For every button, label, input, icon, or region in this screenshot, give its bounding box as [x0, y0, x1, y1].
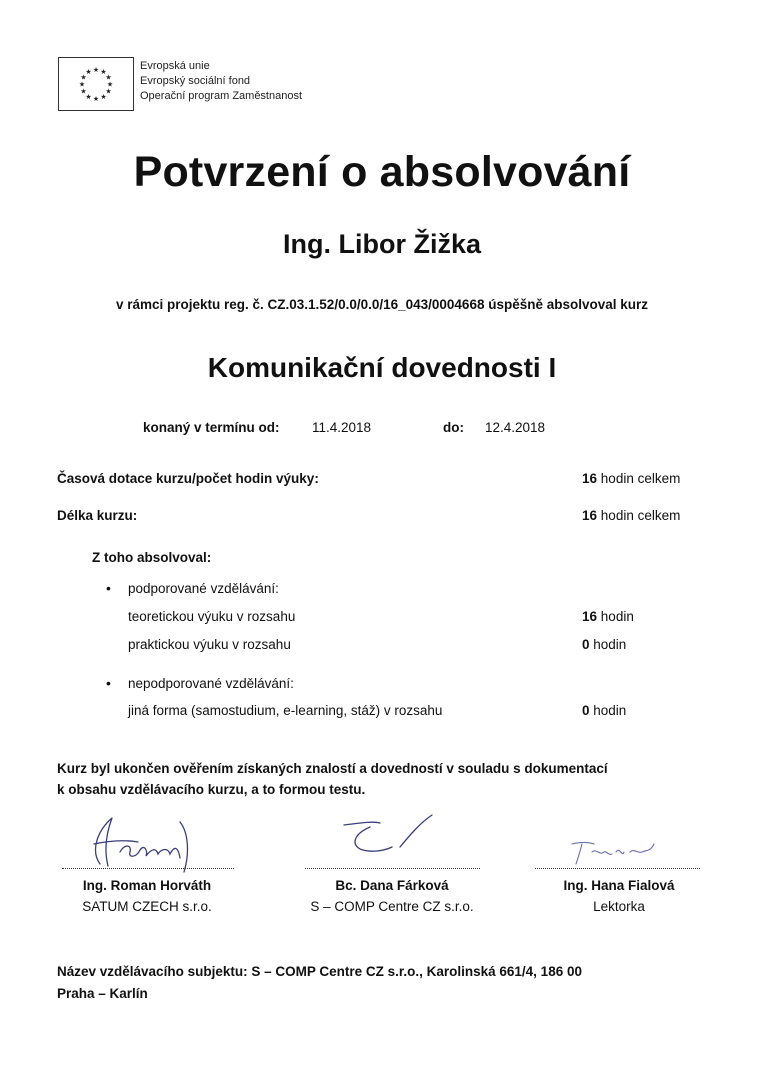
eu-line-3: Operační program Zaměstnanost: [140, 90, 303, 102]
recipient-name: Ing. Libor Žižka: [282, 229, 481, 259]
project-line: v rámci projektu reg. č. CZ.03.1.52/0.0/0.0/16_043/0004668 úspěšně absolvoval kurz: [115, 297, 649, 312]
signature-fialova: [560, 830, 670, 870]
signatory-3-org: Lektorka: [593, 899, 645, 914]
practice-unit: hodin: [593, 637, 627, 652]
svg-text:★: ★: [80, 73, 87, 82]
unsupported-label: nepodporované vzdělávání:: [128, 676, 294, 691]
svg-text:★: ★: [92, 66, 100, 74]
term-from-label: konaný v termínu od:: [143, 420, 280, 435]
course-length-value: [582, 508, 680, 523]
term-from-value: 11.4.2018: [312, 420, 372, 435]
practice-num: 0: [582, 637, 590, 652]
other-form-num: 0: [582, 703, 590, 718]
completion-line-1: Kurz byl ukončen ověřením získaných znalostí a dovedností v souladu s dokumentací: [57, 761, 608, 776]
eu-flag-logo: [58, 57, 134, 111]
hours-total-label: Časová dotace kurzu/počet hodin výuky:: [57, 471, 319, 486]
signatory-3-name: Ing. Hana Fialová: [563, 878, 675, 893]
bullet-icon: •: [106, 675, 111, 691]
signature-horvath: [60, 800, 230, 875]
course-length-unit: hodin celkem: [600, 508, 681, 523]
signature-line-2: [305, 868, 480, 869]
completion-line-2: k obsahu vzdělávacího kurzu, a to formou testu.: [57, 782, 366, 797]
other-form-unit: hodin: [593, 703, 627, 718]
hours-total-value: [582, 471, 680, 486]
practice-label: praktickou výuku v rozsahu: [128, 637, 291, 652]
footer-line-2: Praha – Karlín: [57, 986, 148, 1001]
theory-label: teoretickou výuku v rozsahu: [128, 609, 296, 624]
signatory-1-org: SATUM CZECH s.r.o.: [82, 899, 212, 914]
signatory-2-org: S – COMP Centre CZ s.r.o.: [310, 899, 474, 914]
theory-value: [582, 609, 634, 624]
svg-text:★: ★: [78, 80, 86, 89]
theory-unit: hodin: [600, 609, 634, 624]
bullet-icon: •: [106, 580, 111, 596]
svg-text:★: ★: [92, 95, 100, 103]
hours-total-unit: hodin celkem: [600, 471, 681, 486]
signature-farkova: [330, 805, 450, 865]
course-name: Komunikační dovednosti I: [207, 352, 557, 383]
svg-text:★: ★: [80, 87, 87, 96]
footer-line-1: Název vzdělávacího subjektu: S – COMP Centre CZ s.r.o., Karolinská 661/4, 186 00: [57, 964, 582, 979]
eu-line-1: Evropská unie: [140, 60, 210, 72]
theory-num: 16: [582, 609, 598, 624]
breakdown-heading: Z toho absolvoval:: [92, 550, 212, 565]
other-form-value: [582, 703, 626, 718]
svg-text:★: ★: [105, 87, 112, 96]
signatory-2-name: Bc. Dana Fárková: [335, 878, 449, 893]
practice-value: [582, 637, 626, 652]
course-length-num: 16: [582, 508, 598, 523]
term-to-value: 12.4.2018: [485, 420, 546, 435]
certificate-title: Potvrzení o absolvování: [133, 148, 631, 196]
signature-line-1: [62, 868, 234, 869]
eu-stars-icon: [59, 58, 133, 110]
svg-text:★: ★: [85, 68, 92, 76]
eu-line-2: Evropský sociální fond: [140, 75, 251, 87]
svg-text:★: ★: [100, 93, 107, 101]
other-form-label: jiná forma (samostudium, e-learning, stáž) v rozsahu: [128, 703, 443, 718]
hours-total-num: 16: [582, 471, 598, 486]
supported-label: podporované vzdělávání:: [128, 581, 279, 596]
course-length-label: Délka kurzu:: [57, 508, 138, 523]
svg-text:★: ★: [85, 93, 92, 101]
svg-text:★: ★: [106, 80, 114, 89]
signatory-1-name: Ing. Roman Horváth: [82, 878, 212, 893]
signature-line-3: [535, 868, 700, 869]
eu-program-text: [140, 59, 302, 104]
term-to-label: do:: [443, 420, 464, 435]
svg-text:★: ★: [105, 73, 112, 82]
svg-text:★: ★: [100, 68, 107, 76]
